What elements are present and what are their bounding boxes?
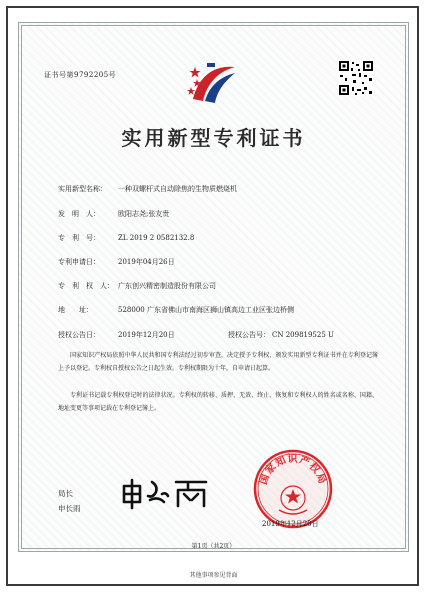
field-patent-number [58, 233, 194, 243]
qr-code [338, 60, 374, 96]
field-value: 2019年04月26日 [118, 258, 175, 266]
field-label: 授权公告日： [58, 331, 100, 339]
official-seal [252, 448, 334, 530]
field-value: ZL 2019 2 0582132.8 [118, 234, 195, 242]
document-title: 实用新型专利证书 [121, 126, 306, 150]
cnipa-logo-icon [185, 55, 241, 111]
grant-statement-paragraph: 国家知识产权局依照中华人民共和国专利法经过初步审查，决定授予专利权，颁发实用新型专利证书并在专利登记簿上予以登记。专利权自授权公告之日起生效。专利权期限为十年，自申请日起算。 [58, 352, 378, 372]
certificate-number: 证书号第9792205号 [44, 71, 117, 79]
field-label: 专 利 号： [58, 234, 100, 242]
field-label: 地 址： [58, 306, 93, 314]
field-value: CN 209819525 U [272, 331, 334, 339]
seal-date: 2019年12月20日 [262, 520, 319, 528]
field-application-date [58, 257, 175, 267]
legal-status-paragraph: 专利证书记载专利权登记时的法律状况。专利权的转移、质押、无效、终止、恢复和专利权人的姓名或名称、国籍、地址变更等事项记载在专利登记簿上。 [58, 392, 378, 412]
director-title: 局长 [58, 489, 73, 498]
footer-note: 其他事项参见背面 [189, 572, 238, 579]
field-inventor [58, 209, 169, 219]
field-label: 授权公告号： [228, 331, 270, 339]
director-signature [118, 476, 218, 510]
field-utility-model-name [58, 184, 237, 194]
page-number: 第1页（共2页） [191, 543, 236, 550]
field-label: 实用新型名称： [58, 185, 107, 193]
seal-text: 国家知识产权局 [258, 454, 328, 487]
field-value: 一种双螺杆式自动除焦的生物质燃烧机 [118, 185, 237, 193]
field-value: 2019年12月20日 [118, 331, 175, 339]
field-announcement-number [228, 330, 334, 340]
field-value: 欧阳志尧;张友贵 [118, 210, 170, 218]
field-label: 专利申请日： [58, 258, 100, 266]
field-grant-date [58, 330, 175, 340]
director-name: 申长雨 [58, 504, 81, 513]
field-address [58, 305, 294, 315]
field-patentee [58, 281, 216, 291]
field-value: 广东创兴精密制造股份有限公司 [118, 282, 216, 290]
field-label: 发 明 人： [58, 210, 100, 218]
field-label: 专 利 权 人： [58, 282, 114, 290]
field-value: 528000 广东省佛山市南海区狮山镇高边工业区张边桥侧 [118, 306, 294, 314]
